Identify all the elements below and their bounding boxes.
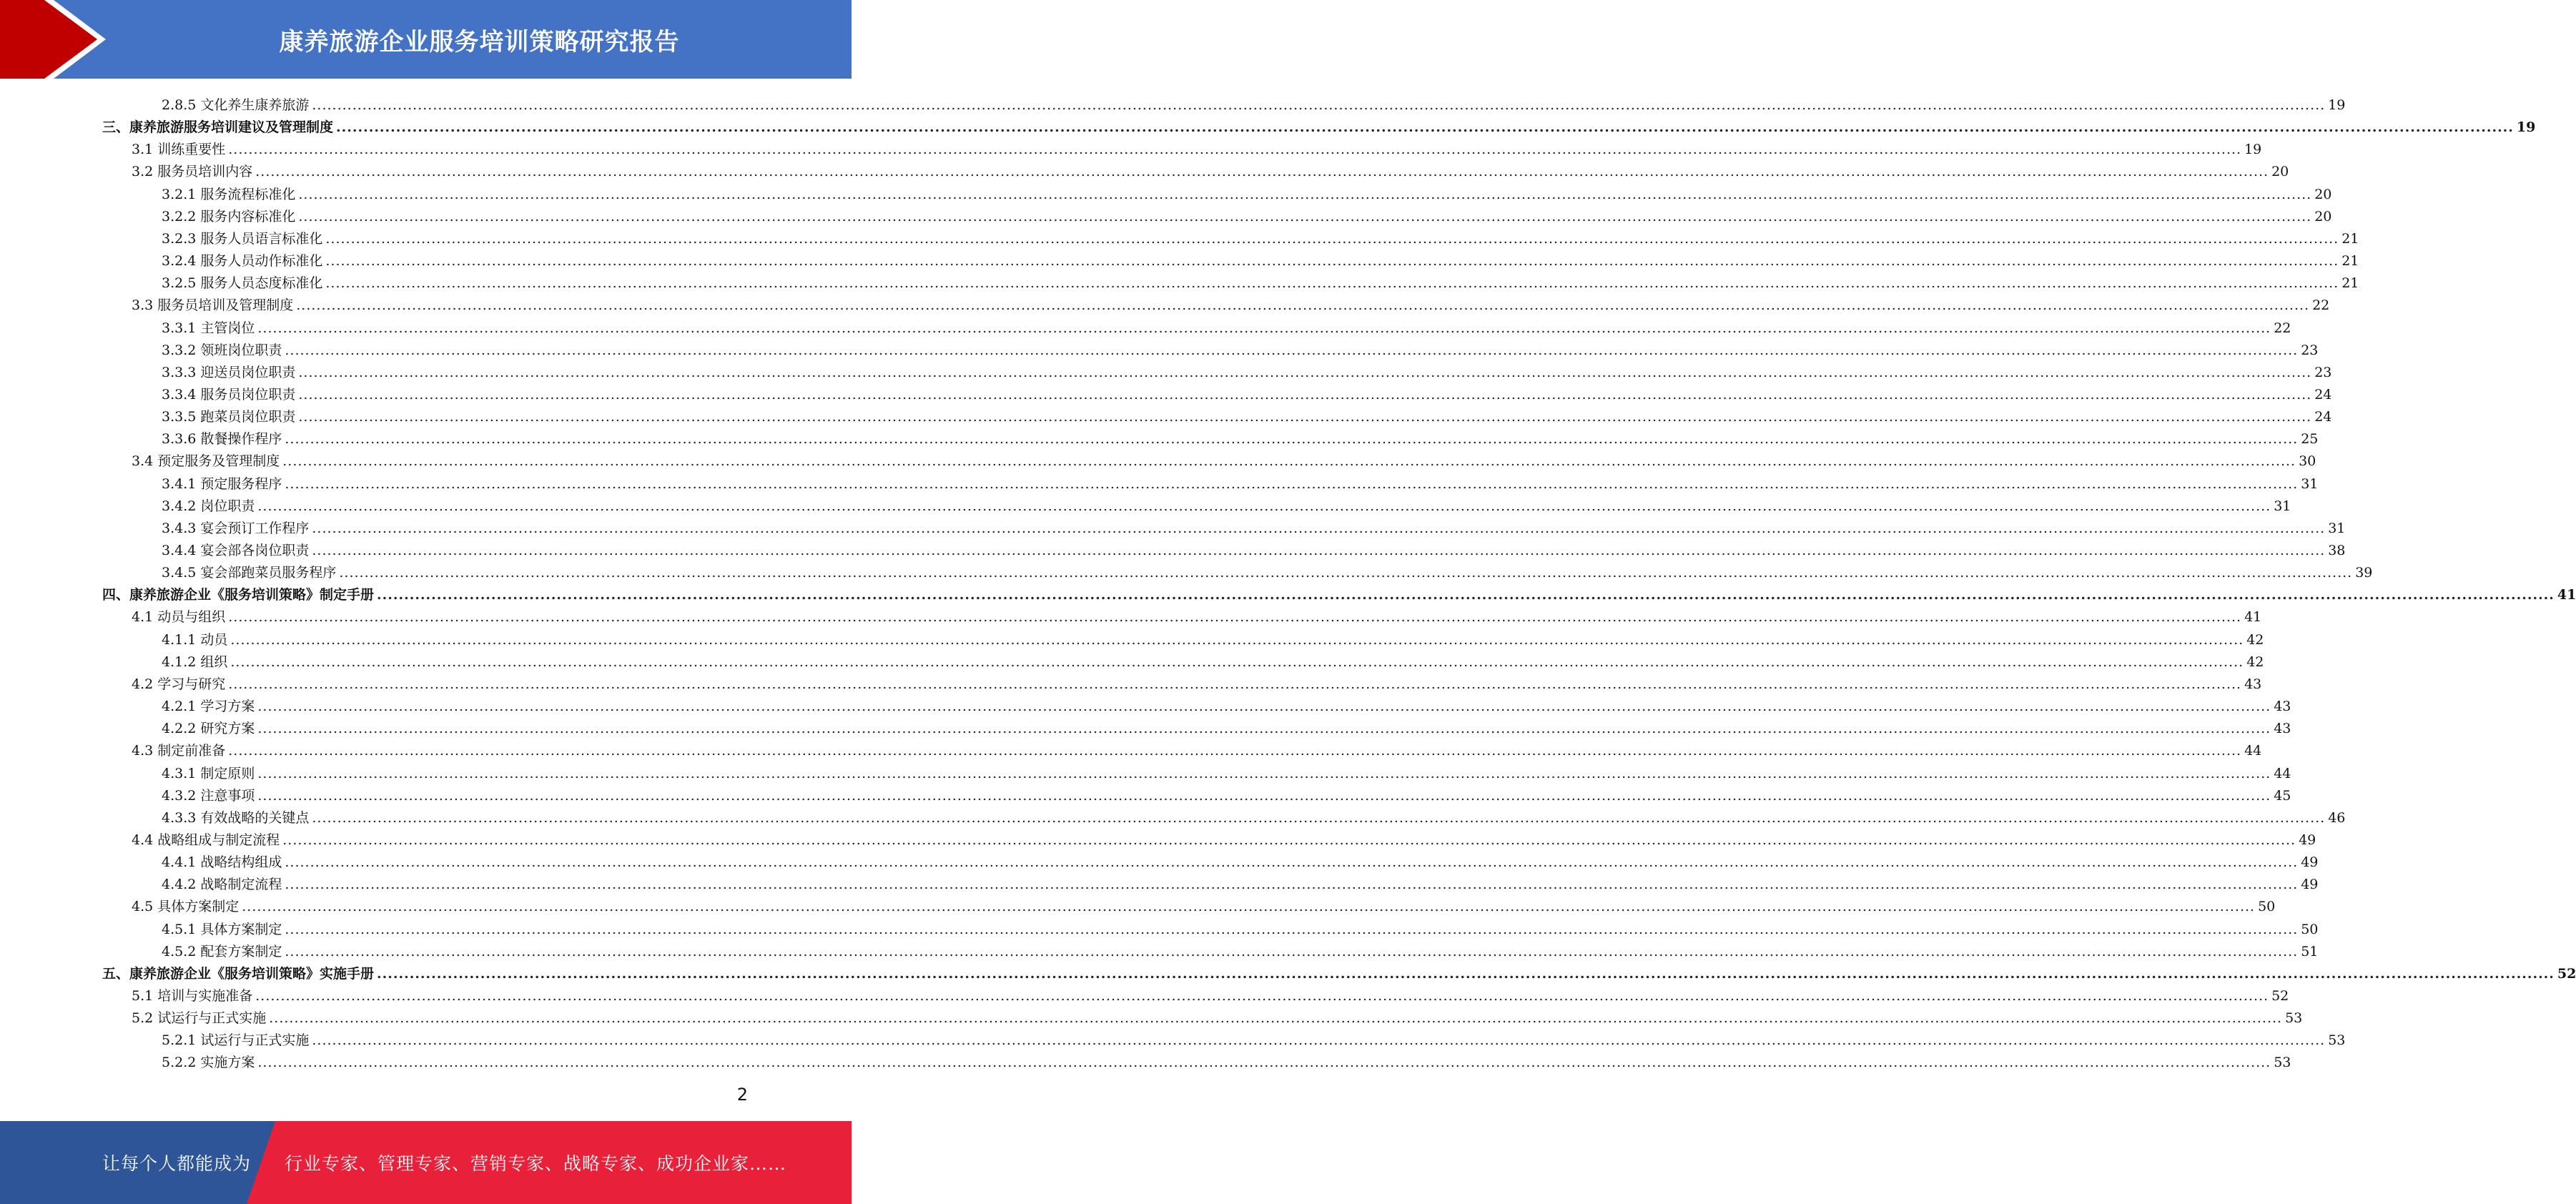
toc-entry-label: 4.3.3 有效战略的关键点 (162, 809, 310, 826)
toc-entry-page: 41 (2244, 609, 2262, 626)
toc-leader-dots: ................................................................................................................................................................................................................................................................................................................................................................................................................ (228, 609, 2242, 626)
toc-entry[interactable] (162, 403, 2332, 425)
toc-entry-page: 31 (2328, 520, 2346, 536)
toc-entry-page: 41 (2557, 587, 2576, 603)
toc-entry[interactable] (102, 581, 2576, 603)
toc-entry-page: 50 (2301, 921, 2319, 937)
toc-entry-page: 49 (2301, 854, 2319, 871)
toc-leader-dots: ................................................................................................................................................................................................................................................................................................................................................................................................................ (296, 297, 2310, 314)
toc-entry-label: 5.2.1 试运行与正式实施 (162, 1032, 310, 1049)
toc-entry-label: 4.1.1 动员 (162, 631, 228, 648)
toc-entry[interactable] (102, 960, 2576, 982)
toc-leader-dots: ................................................................................................................................................................................................................................................................................................................................................................................................................ (228, 676, 2242, 692)
toc-entry-page: 52 (2271, 988, 2289, 1004)
toc-leader-dots: ................................................................................................................................................................................................................................................................................................................................................................................................................ (228, 743, 2242, 759)
toc-entry-label: 4.3.2 注意事项 (162, 787, 255, 804)
toc-leader-dots: ................................................................................................................................................................................................................................................................................................................................................................................................................ (230, 653, 2244, 670)
toc-leader-dots: ................................................................................................................................................................................................................................................................................................................................................................................................................ (325, 253, 2339, 270)
toc-entry[interactable] (162, 247, 2359, 270)
toc-entry-page: 43 (2274, 721, 2291, 737)
toc-entry[interactable] (162, 1027, 2346, 1049)
toc-entry[interactable] (132, 826, 2316, 849)
toc-leader-dots: ................................................................................................................................................................................................................................................................................................................................................................................................................ (230, 631, 2244, 648)
toc-entry-label: 3.3.5 跑菜员岗位职责 (162, 409, 296, 425)
toc-entry-page: 44 (2274, 765, 2291, 781)
toc-entry[interactable] (162, 648, 2264, 671)
toc-leader-dots: ................................................................................................................................................................................................................................................................................................................................................................................................................ (285, 877, 2299, 893)
toc-entry[interactable] (162, 1049, 2291, 1071)
toc-entry-label: 3.4.4 宴会部各岗位职责 (162, 543, 310, 558)
toc-entry-label: 五、康养旅游企业《服务培训策略》实施手册 (102, 965, 375, 982)
toc-leader-dots: ................................................................................................................................................................................................................................................................................................................................................................................................................ (312, 520, 2326, 536)
toc-entry-page: 22 (2312, 297, 2330, 314)
toc-leader-dots: ................................................................................................................................................................................................................................................................................................................................................................................................................ (285, 854, 2299, 871)
toc-entry-label: 3.2.4 服务人员动作标准化 (162, 253, 323, 270)
toc-entry-page: 30 (2299, 453, 2316, 470)
toc-leader-dots: ................................................................................................................................................................................................................................................................................................................................................................................................................ (377, 965, 2555, 982)
toc-entry[interactable] (132, 158, 2289, 180)
toc-entry-label: 三、康养旅游服务培训建议及管理制度 (102, 119, 334, 136)
toc-entry-label: 3.4.1 预定服务程序 (162, 475, 282, 492)
toc-leader-dots: ................................................................................................................................................................................................................................................................................................................................................................................................................ (285, 475, 2299, 492)
toc-leader-dots: ................................................................................................................................................................................................................................................................................................................................................................................................................ (325, 275, 2339, 292)
toc-entry[interactable] (162, 760, 2291, 782)
toc-entry[interactable] (162, 715, 2291, 737)
toc-leader-dots: ................................................................................................................................................................................................................................................................................................................................................................................................................ (298, 364, 2312, 380)
toc-leader-dots: ................................................................................................................................................................................................................................................................................................................................................................................................................ (285, 921, 2299, 937)
toc-leader-dots: ................................................................................................................................................................................................................................................................................................................................................................................................................ (257, 1055, 2271, 1071)
toc-entry-page: 39 (2355, 565, 2373, 581)
toc-entry-page: 25 (2301, 431, 2319, 448)
toc-entry[interactable] (132, 603, 2262, 626)
page-footer (0, 1121, 852, 1204)
toc-leader-dots: ................................................................................................................................................................................................................................................................................................................................................................................................................ (312, 97, 2326, 113)
toc-entry-page: 31 (2301, 475, 2319, 492)
toc-entry[interactable] (162, 938, 2319, 960)
toc-entry-page: 21 (2341, 230, 2359, 247)
toc-entry-label: 3.2 服务员培训内容 (132, 164, 253, 180)
toc-leader-dots: ................................................................................................................................................................................................................................................................................................................................................................................................................ (339, 565, 2353, 581)
toc-entry-page: 49 (2299, 832, 2316, 848)
footer-slogan-left: 让每个人都能成为 (102, 1153, 252, 1174)
toc-entry[interactable] (162, 493, 2291, 515)
toc-leader-dots: ................................................................................................................................................................................................................................................................................................................................................................................................................ (285, 342, 2299, 358)
toc-entry-page: 53 (2274, 1055, 2291, 1071)
toc-entry[interactable] (132, 737, 2262, 759)
toc-entry-page: 23 (2301, 342, 2319, 358)
toc-entry-label: 3.4 预定服务及管理制度 (132, 453, 280, 470)
toc-leader-dots: ................................................................................................................................................................................................................................................................................................................................................................................................................ (298, 186, 2312, 202)
toc-entry-page: 24 (2314, 386, 2332, 403)
toc-entry-page: 20 (2271, 164, 2289, 180)
toc-leader-dots: ................................................................................................................................................................................................................................................................................................................................................................................................................ (312, 1032, 2326, 1049)
toc-entry[interactable] (162, 537, 2346, 559)
toc-entry-page: 43 (2244, 676, 2262, 692)
footer-slogan-right: 行业专家、管理专家、营销专家、战略专家、成功企业家…… (285, 1153, 787, 1174)
toc-entry-page: 43 (2274, 699, 2291, 715)
toc-entry[interactable] (162, 225, 2359, 247)
toc-leader-dots: ................................................................................................................................................................................................................................................................................................................................................................................................................ (336, 119, 2514, 136)
toc-entry[interactable] (162, 782, 2291, 804)
toc-leader-dots: ................................................................................................................................................................................................................................................................................................................................................................................................................ (377, 587, 2555, 603)
toc-entry-page: 42 (2246, 631, 2264, 648)
toc-entry[interactable] (162, 359, 2332, 381)
toc-entry-page: 23 (2314, 364, 2332, 380)
toc-entry[interactable] (132, 136, 2262, 158)
toc-entry-label: 4.3.1 制定原则 (162, 765, 255, 781)
toc-entry-label: 3.4.2 岗位职责 (162, 498, 255, 514)
toc-entry-page: 21 (2341, 253, 2359, 270)
toc-leader-dots: ................................................................................................................................................................................................................................................................................................................................................................................................................ (298, 208, 2312, 224)
toc-entry[interactable] (132, 671, 2262, 693)
toc-entry-page: 22 (2274, 320, 2291, 336)
toc-entry[interactable] (132, 982, 2289, 1005)
toc-entry-page: 19 (2516, 119, 2536, 136)
toc-leader-dots: ................................................................................................................................................................................................................................................................................................................................................................................................................ (325, 230, 2339, 247)
toc-entry[interactable] (162, 470, 2319, 493)
toc-entry[interactable] (132, 292, 2330, 314)
toc-entry-label: 4.4.1 战略结构组成 (162, 854, 282, 871)
toc-entry-label: 4.4 战略组成与制定流程 (132, 832, 280, 848)
toc-leader-dots: ................................................................................................................................................................................................................................................................................................................................................................................................................ (282, 832, 2296, 848)
toc-entry-label: 3.3.6 散餐操作程序 (162, 431, 282, 448)
toc-entry-label: 4.5 具体方案制定 (132, 899, 240, 915)
toc-leader-dots: ................................................................................................................................................................................................................................................................................................................................................................................................................ (257, 765, 2271, 781)
toc-entry[interactable] (162, 337, 2319, 359)
toc-entry-page: 46 (2328, 809, 2346, 826)
toc-entry[interactable] (162, 381, 2332, 403)
toc-leader-dots: ................................................................................................................................................................................................................................................................................................................................................................................................................ (257, 787, 2271, 804)
toc-entry-page: 42 (2246, 653, 2264, 670)
toc-leader-dots: ................................................................................................................................................................................................................................................................................................................................................................................................................ (298, 386, 2312, 403)
toc-entry-label: 5.1 培训与实施准备 (132, 988, 253, 1004)
toc-entry[interactable] (132, 893, 2276, 915)
toc-entry-label: 3.2.3 服务人员语言标准化 (162, 230, 323, 247)
toc-entry[interactable] (162, 916, 2319, 938)
toc-entry-label: 3.4.3 宴会预订工作程序 (162, 520, 310, 536)
toc-entry-label: 3.1 训练重要性 (132, 142, 226, 158)
toc-entry-label: 3.4.5 宴会部跑菜员服务程序 (162, 565, 337, 581)
toc-entry-label: 3.3.4 服务员岗位职责 (162, 386, 296, 403)
toc-entry[interactable] (102, 114, 2536, 136)
toc-entry[interactable] (162, 871, 2319, 893)
toc-entry-label: 4.5.2 配套方案制定 (162, 943, 282, 959)
toc-entry[interactable] (162, 804, 2346, 826)
toc-entry-label: 3.2.1 服务流程标准化 (162, 186, 296, 202)
toc-entry-label: 3.2.5 服务人员态度标准化 (162, 275, 323, 292)
page-header (0, 0, 852, 79)
toc-leader-dots: ................................................................................................................................................................................................................................................................................................................................................................................................................ (257, 699, 2271, 715)
toc-entry-page: 50 (2258, 899, 2276, 915)
toc-leader-dots: ................................................................................................................................................................................................................................................................................................................................................................................................................ (285, 943, 2299, 959)
toc-leader-dots: ................................................................................................................................................................................................................................................................................................................................................................................................................ (285, 431, 2299, 448)
toc-entry[interactable] (162, 849, 2319, 871)
toc-entry-label: 四、康养旅游企业《服务培训策略》制定手册 (102, 587, 375, 603)
toc-entry[interactable] (132, 1005, 2303, 1027)
toc-entry[interactable] (162, 559, 2373, 581)
page-number: 2 (736, 1085, 748, 1105)
toc-leader-dots: ................................................................................................................................................................................................................................................................................................................................................................................................................ (257, 721, 2271, 737)
toc-entry-page: 38 (2328, 543, 2346, 558)
toc-entry[interactable] (162, 92, 2346, 114)
toc-entry[interactable] (162, 425, 2319, 448)
toc-entry[interactable] (162, 626, 2264, 648)
toc-entry-page: 31 (2274, 498, 2291, 514)
toc-entry-label: 4.1.2 组织 (162, 653, 228, 670)
toc-entry-label: 4.2 学习与研究 (132, 676, 226, 692)
toc-entry[interactable] (162, 315, 2291, 337)
toc-entry-label: 5.2.2 实施方案 (162, 1055, 255, 1071)
toc-entry-page: 53 (2328, 1032, 2346, 1049)
toc-entry-label: 4.5.1 具体方案制定 (162, 921, 282, 937)
toc-entry-page: 51 (2301, 943, 2319, 959)
toc-entry-page: 53 (2285, 1010, 2303, 1027)
toc-entry-label: 2.8.5 文化养生康养旅游 (162, 97, 310, 113)
toc-leader-dots: ................................................................................................................................................................................................................................................................................................................................................................................................................ (282, 453, 2296, 470)
toc-entry[interactable] (162, 515, 2346, 537)
toc-entry-page: 19 (2244, 142, 2262, 158)
toc-entry[interactable] (162, 181, 2332, 203)
toc-entry[interactable] (162, 693, 2291, 715)
toc-entry-label: 3.3.2 领班岗位职责 (162, 342, 282, 358)
toc-entry[interactable] (162, 203, 2332, 225)
toc-leader-dots: ................................................................................................................................................................................................................................................................................................................................................................................................................ (257, 498, 2271, 514)
toc-entry-page: 24 (2314, 409, 2332, 425)
toc-entry-label: 4.3 制定前准备 (132, 743, 226, 759)
toc-entry-label: 4.2.1 学习方案 (162, 699, 255, 715)
toc-entry-label: 3.3 服务员培训及管理制度 (132, 297, 294, 314)
toc-entry-page: 52 (2557, 965, 2576, 982)
toc-entry-page: 20 (2314, 208, 2332, 224)
toc-entry[interactable] (132, 448, 2316, 470)
toc-leader-dots: ................................................................................................................................................................................................................................................................................................................................................................................................................ (242, 899, 2256, 915)
toc-leader-dots: ................................................................................................................................................................................................................................................................................................................................................................................................................ (255, 988, 2269, 1004)
toc-entry-label: 4.2.2 研究方案 (162, 721, 255, 737)
toc-leader-dots: ................................................................................................................................................................................................................................................................................................................................................................................................................ (228, 142, 2242, 158)
toc-entry-page: 20 (2314, 186, 2332, 202)
toc-leader-dots: ................................................................................................................................................................................................................................................................................................................................................................................................................ (298, 409, 2312, 425)
toc-entry-page: 21 (2341, 275, 2359, 292)
toc-entry-page: 44 (2244, 743, 2262, 759)
header-title: 康养旅游企业服务培训策略研究报告 (279, 27, 680, 56)
header-arrow-decoration (0, 0, 114, 79)
toc-entry-page: 49 (2301, 877, 2319, 893)
toc-leader-dots: ................................................................................................................................................................................................................................................................................................................................................................................................................ (257, 320, 2271, 336)
toc-entry-label: 4.4.2 战略制定流程 (162, 877, 282, 893)
toc-leader-dots: ................................................................................................................................................................................................................................................................................................................................................................................................................ (312, 809, 2326, 826)
toc-entry-label: 5.2 试运行与正式实施 (132, 1010, 267, 1027)
toc-entry[interactable] (162, 270, 2359, 292)
toc-entry-label: 3.3.3 迎送员岗位职责 (162, 364, 296, 380)
toc-entry-label: 3.3.1 主管岗位 (162, 320, 255, 336)
toc-entry-page: 45 (2274, 787, 2291, 804)
toc-entry-label: 4.1 动员与组织 (132, 609, 226, 626)
toc-entry-page: 19 (2328, 97, 2346, 113)
toc-entry-label: 3.2.2 服务内容标准化 (162, 208, 296, 224)
toc-leader-dots: ................................................................................................................................................................................................................................................................................................................................................................................................................ (269, 1010, 2283, 1027)
toc-leader-dots: ................................................................................................................................................................................................................................................................................................................................................................................................................ (312, 543, 2326, 558)
toc-leader-dots: ................................................................................................................................................................................................................................................................................................................................................................................................................ (255, 164, 2269, 180)
